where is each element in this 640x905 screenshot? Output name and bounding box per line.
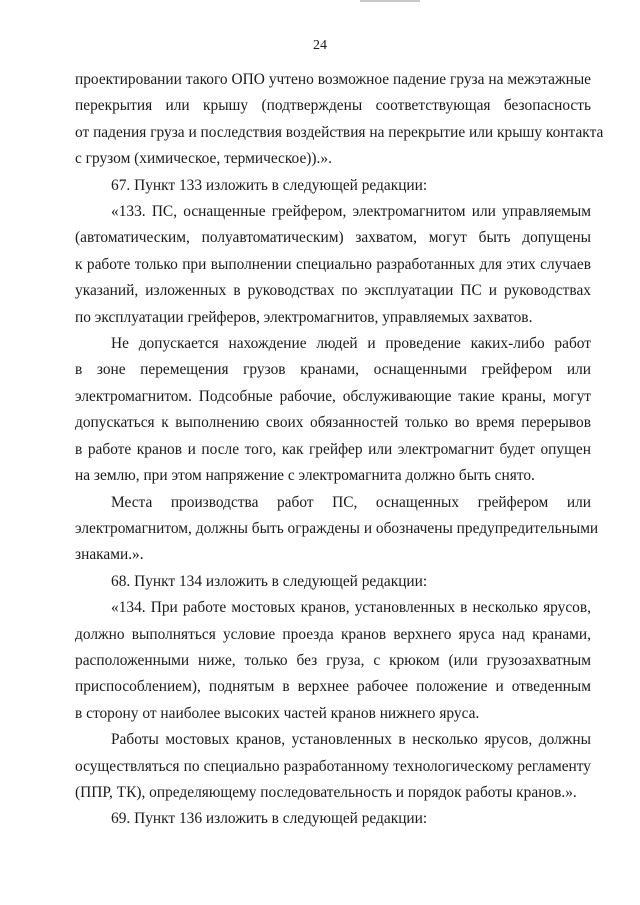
text-line: знаками.».	[75, 546, 144, 564]
text-line: электромагнитом. Подсобные рабочие, обслуживающие такие краны, могут	[75, 387, 591, 405]
paragraph	[75, 173, 591, 199]
paragraph	[75, 727, 591, 806]
text-line: расположенными ниже, только без груза, с крюком (или грузозахватным	[75, 651, 591, 669]
text-line: по эксплуатации грейферов, электромагнитов, управляемых захватов.	[75, 308, 533, 326]
text-line: от падения груза и последствия воздействия на перекрытие или крышу контакта	[75, 123, 604, 141]
text-line: осуществляться по специально разработанному технологическому регламенту	[75, 757, 591, 775]
text-line: в работе кранов и после того, как грейфер или электромагнит будет опущен	[75, 440, 591, 458]
text-line: «133. ПС, оснащенные грейфером, электромагнитом или управляемым	[111, 203, 591, 221]
text-line: указаний, изложенных в руководствах по эксплуатации ПС и руководствах	[75, 282, 591, 300]
text-line: допускаться к выполнению своих обязанностей только во время перерывов	[75, 414, 591, 432]
text-line: проектировании такого ОПО учтено возможное падение груза на межэтажные	[75, 71, 591, 88]
text-line: к работе только при выполнении специально разработанных для этих случаев	[75, 255, 591, 273]
text-line: должно выполняться условие проезда кранов верхнего яруса над кранами,	[75, 625, 591, 643]
paragraph	[75, 806, 591, 832]
document-body	[75, 67, 604, 833]
text-line: 67. Пункт 133 изложить в следующей редакции:	[111, 176, 428, 194]
text-line: перекрытия или крышу (подтверждены соответствующая безопасность	[75, 97, 591, 115]
paragraph	[75, 595, 591, 727]
text-line: «134. При работе мостовых кранов, установленных в несколько ярусов,	[111, 599, 591, 617]
text-line: приспособлением), поднятым в верхнее рабочее положение и отведенным	[75, 678, 591, 696]
text-line: в сторону от наиболее высоких частей кранов нижнего яруса.	[75, 704, 480, 722]
text-line: на землю, при этом напряжение с электромагнита должно быть снято.	[75, 467, 535, 485]
paragraph	[75, 331, 591, 489]
text-line: 69. Пункт 136 изложить в следующей редакции:	[111, 810, 428, 828]
text-line: (ППР, ТК), определяющему последовательность и порядок работы кранов.».	[75, 783, 577, 801]
page-number: 24	[313, 38, 327, 53]
text-line: (автоматическим, полуавтоматическим) захватом, могут быть допущены	[75, 229, 591, 247]
text-line: 68. Пункт 134 изложить в следующей редакции:	[111, 572, 428, 590]
paragraph	[75, 490, 599, 569]
text-line: Работы мостовых кранов, установленных в несколько ярусов, должны	[111, 731, 591, 749]
text-line: Места производства работ ПС, оснащенных грейфером или	[111, 493, 591, 511]
paragraph	[75, 67, 604, 173]
text-line: электромагнитом, должны быть ограждены и обозначены предупредительными	[75, 519, 599, 537]
paragraph	[75, 569, 591, 595]
text-line: в зоне перемещения грузов кранами, оснащенными грейфером или	[75, 361, 591, 379]
text-line: с грузом (химическое, термическое)).».	[75, 150, 332, 168]
scan-edge-mark	[360, 0, 420, 2]
paragraph	[75, 199, 591, 331]
text-line: Не допускается нахождение людей и проведение каких-либо работ	[111, 335, 591, 353]
